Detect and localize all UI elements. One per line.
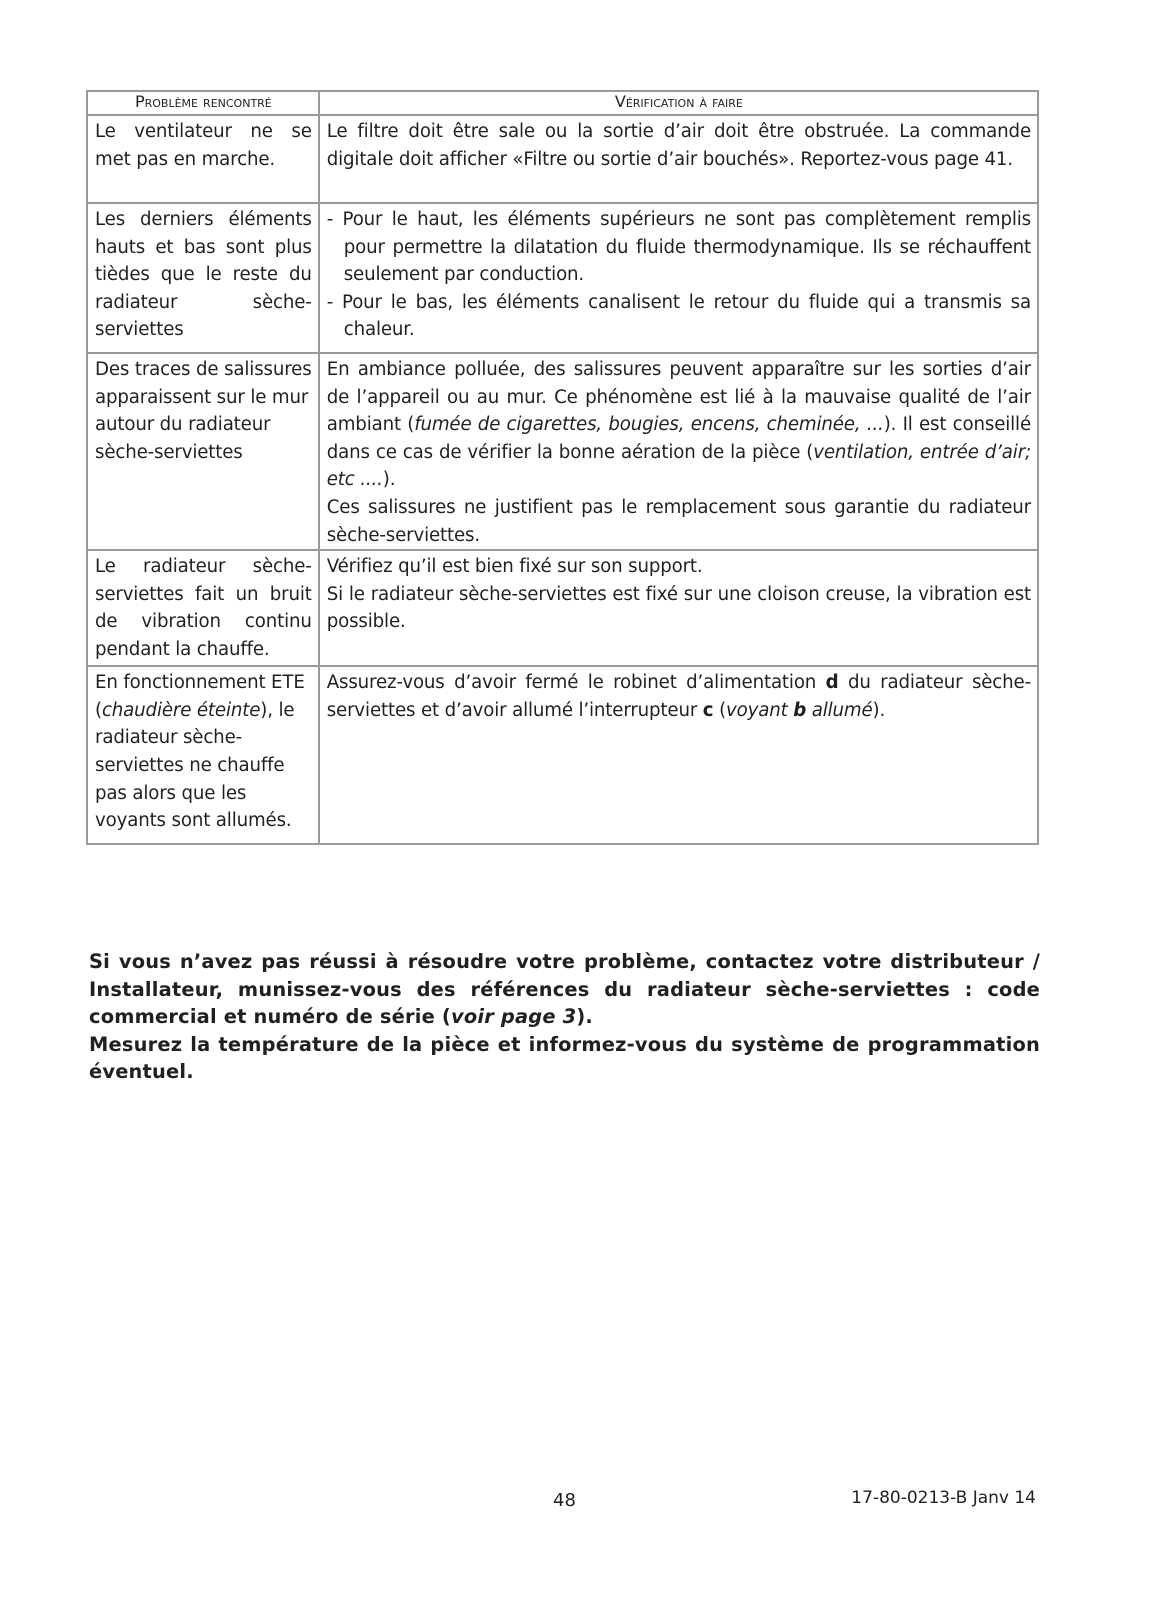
header-check: Vérification à faire [319, 91, 1038, 115]
problem-cell: Les derniers éléments hauts et bas sont plus tièdes que le reste du radiateur sèche-serviettes [87, 203, 319, 353]
check-line: Vérifiez qu’il est bien fixé sur son support. [326, 556, 703, 578]
table-row [87, 115, 1038, 203]
table-row [87, 203, 1038, 353]
note-paragraph: Mesurez la température de la pièce et informez-vous du système de programmation éventuel. [89, 1032, 1040, 1084]
check-cell [319, 353, 1038, 550]
problem-cell: Des traces de salissures apparaissent sur le mur autour du radiateur sèche-serviettes [87, 353, 319, 550]
check-bullet: - Pour le bas, les éléments canalisent le retour du fluide qui a transmis sa chaleur. [326, 291, 1031, 341]
check-bullet: - Pour le haut, les éléments supérieurs ne sont pas complètement remplis pour permettre la dilatation du fluide thermodynamique. Ils se réchauffent seulement par conduction. [326, 209, 1031, 286]
check-paragraph: En ambiance polluée, des salissures peuvent apparaître sur les sorties d’air de l’appareil ou au mur. Ce phénomène est lié à la mauvaise qualité de l’air ambiant (fumée de cigarettes, bougies, encens, cheminée, ...). Il est conseillé dans ce cas de vérifier la bonne aération de la pièce (ventilation, entrée d’air; etc ....). [326, 359, 1031, 491]
label-b: b [793, 699, 807, 721]
label-d: d [825, 672, 839, 694]
document-reference: 17-80-0213-B Janv 14 [851, 1488, 1036, 1508]
table-row [87, 353, 1038, 550]
support-note [89, 948, 1040, 1086]
note-paragraph: Si vous n’avez pas réussi à résoudre votre problème, contactez votre distributeur / Installateur, munissez-vous des références du radiateur sèche-serviettes : code commercial et numéro de série (voir page 3). [89, 950, 1040, 1029]
label-c: c [702, 699, 714, 721]
check-cell: Le filtre doit être sale ou la sortie d’air doit être obstruée. La commande digitale doit afficher «Filtre ou sortie d’air bouchés». Reportez-vous page 41. [319, 115, 1038, 203]
check-line: Si le radiateur sèche-serviettes est fixé sur une cloison creuse, la vibration est possible. [326, 583, 1031, 633]
check-cell [319, 203, 1038, 353]
troubleshooting-table [86, 90, 1039, 845]
page-number: 48 [553, 1490, 576, 1511]
problem-cell: Le radiateur sèche-serviettes fait un bruit de vibration continu pendant la chauffe. [87, 550, 319, 666]
check-cell: Assurez-vous d’avoir fermé le robinet d’alimentation d du radiateur sèche-serviettes et d’avoir allumé l’interrupteur c (voyant b allumé). [319, 666, 1038, 844]
problem-cell: Le ventilateur ne se met pas en marche. [87, 115, 319, 203]
problem-cell: En fonctionnement ETE (chaudière éteinte), le radiateur sèche-serviettes ne chauffe pas alors que les voyants sont allumés. [87, 666, 319, 844]
table-row [87, 666, 1038, 844]
table-header-row [87, 91, 1038, 115]
table-row [87, 550, 1038, 666]
header-problem: Problème rencontré [87, 91, 319, 115]
check-cell [319, 550, 1038, 666]
check-paragraph: Ces salissures ne justifient pas le remplacement sous garantie du radiateur sèche-serviettes. [326, 496, 1031, 546]
